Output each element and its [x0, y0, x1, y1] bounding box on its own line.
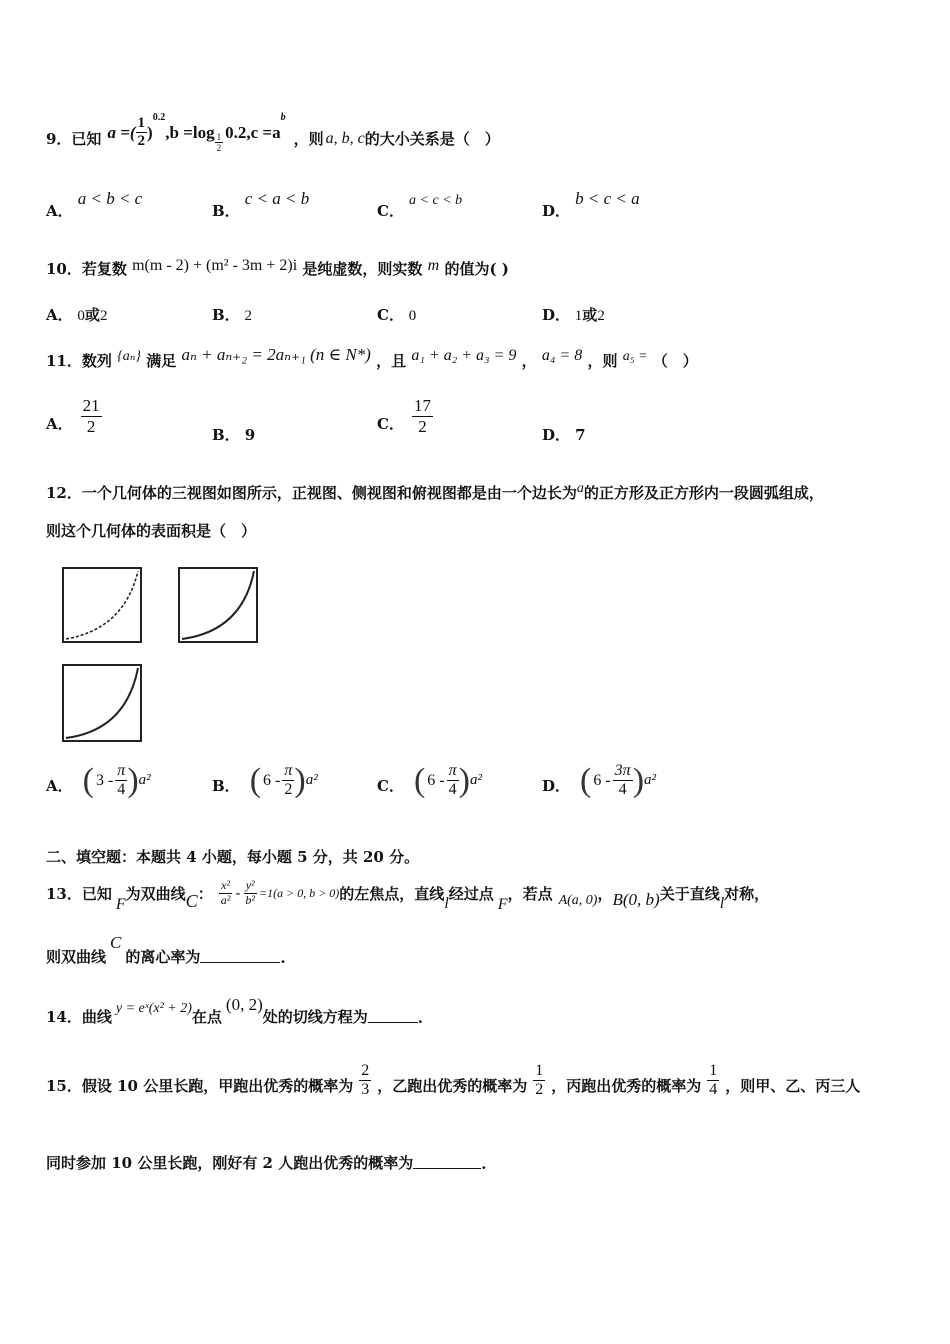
q15-end: .	[481, 1155, 487, 1173]
left-paren: (	[580, 761, 592, 799]
q9-option-a	[46, 188, 143, 220]
fraction-den: 3	[361, 1081, 370, 1099]
fraction-den: 2	[86, 416, 96, 436]
option-letter: A．	[46, 414, 73, 433]
option-text: a < b < c	[77, 189, 143, 208]
q9-exponent-b: b	[280, 112, 286, 123]
q15-t3: ，丙跑出优秀的概率为	[551, 1077, 702, 1096]
q14-t1: 在点	[191, 1008, 222, 1026]
q11-mid1: 满足	[146, 352, 177, 370]
q9-tail1: ，则	[293, 130, 324, 149]
q9-vars: a, b, c	[325, 129, 365, 147]
option-fraction	[447, 762, 459, 800]
q9-half-num: 1	[136, 115, 148, 133]
option-fraction	[115, 762, 127, 800]
option-letter: B．	[212, 306, 240, 324]
q13-F: F	[115, 896, 126, 913]
q13-B: B(0, b)	[612, 890, 660, 909]
q12-text-a: 12．一个几何体的三视图如图所示，正视图、侧视图和俯视图都是由一个边长为	[46, 484, 577, 502]
q15-line2	[46, 1152, 486, 1173]
fraction-num: 17	[413, 396, 431, 415]
q13-x-fraction	[219, 879, 233, 908]
fraction-num: 1	[707, 1062, 719, 1081]
left-paren: (	[249, 761, 262, 799]
option-text: 0	[77, 308, 85, 324]
right-paren: )	[127, 761, 139, 799]
option-text2: 2	[99, 308, 108, 324]
front-view-figure	[62, 567, 142, 643]
fraction-num: π	[447, 762, 459, 781]
option-fraction	[613, 762, 633, 800]
fraction-num: y²	[245, 877, 255, 892]
fraction-den: 2	[284, 781, 293, 799]
fraction-den: 4	[709, 1081, 718, 1099]
right-paren: )	[294, 761, 306, 799]
q10-line	[46, 254, 509, 278]
option-letter: D．	[542, 306, 571, 324]
q12-text-b: 的正方形及正方形内一段圆弧组成，	[583, 484, 824, 502]
q13-t3: 经过点	[448, 884, 494, 903]
q9-half-fraction	[136, 115, 148, 151]
q9-exponent: 0.2	[152, 112, 166, 123]
fraction-den: 4	[117, 781, 126, 799]
q9-log-base-num: 1	[216, 132, 222, 142]
q13-l: l	[444, 895, 449, 912]
option-letter: C．	[377, 306, 404, 324]
q13-line2a: 则双曲线	[46, 948, 107, 966]
q13-t5: 关于直线	[659, 884, 720, 903]
option-letter: A．	[46, 306, 73, 324]
q9-tail2: 的大小关系是（ ）	[364, 130, 500, 149]
option-letter: B．	[212, 202, 240, 220]
q13-F2: F	[497, 896, 508, 913]
option-text: 7	[575, 426, 586, 444]
q13-comma: ，	[597, 884, 613, 903]
option-sq: a²	[305, 772, 318, 789]
q12-option-c	[377, 762, 482, 800]
q10-expr: m(m - 2) + (m² - 3m + 2)i	[132, 257, 298, 274]
q13-line2b: 的离心率为	[125, 948, 201, 966]
q10-tail1: 是纯虚数，则实数	[302, 260, 423, 278]
q13-number: 13．已知	[46, 884, 112, 903]
option-text: b < c < a	[575, 189, 640, 208]
q9-close-paren: )	[147, 122, 153, 142]
q11-option-d	[542, 424, 586, 445]
option-sq: a²	[138, 772, 151, 789]
fraction-num: 3π	[613, 762, 633, 781]
option-whole: 6 -	[427, 771, 445, 789]
option-letter: C．	[377, 777, 404, 796]
fraction-num: 2	[359, 1062, 371, 1081]
fraction-den: 4	[448, 781, 457, 799]
fraction-num: 21	[82, 396, 100, 415]
side-view-figure	[178, 567, 258, 643]
fraction-num: π	[115, 762, 127, 781]
fraction-num: 1	[533, 1062, 545, 1081]
left-paren: (	[413, 761, 426, 799]
q13-line2	[46, 933, 286, 967]
q10-option-a	[46, 304, 107, 325]
q11-mid2: ，且	[376, 352, 407, 370]
q11-tail: （ ）	[652, 352, 698, 370]
q14-point: (0, 2)	[225, 995, 263, 1014]
q13-C2: C	[110, 933, 122, 952]
q15-line1	[46, 1062, 860, 1100]
q10-option-c	[377, 304, 416, 325]
q14-end: .	[417, 1009, 423, 1027]
q9-expr-a: a =(	[107, 122, 136, 142]
q15-line2-text: 同时参加 10 公里长跑，刚好有 2 人跑出优秀的概率为	[46, 1154, 414, 1172]
q11-option-a	[46, 396, 102, 436]
q10-number: 10．若复数	[46, 260, 127, 278]
q12-var: a	[576, 481, 584, 496]
option-text: 9	[244, 426, 256, 444]
q12-option-d	[542, 762, 656, 800]
q9-expr-b2: 0.2,c =a	[225, 122, 281, 142]
fraction-den: a²	[220, 892, 231, 907]
option-letter: A．	[46, 202, 73, 220]
right-paren: )	[632, 761, 645, 799]
q12-option-a	[46, 762, 151, 800]
q11-cond2: a₄ = 8	[541, 347, 583, 364]
option-sq: a²	[644, 772, 657, 789]
q15-t2: ，乙跑出优秀的概率为	[377, 1077, 528, 1096]
q15-p3	[707, 1062, 719, 1100]
option-letter: D．	[542, 777, 571, 796]
q13-line1	[46, 872, 769, 914]
q10-option-b	[212, 304, 252, 325]
q15-t4: ，则甲、乙、丙三人	[725, 1077, 861, 1096]
q11-option-b	[212, 424, 255, 445]
fraction-den: 2	[418, 416, 427, 436]
q9-line	[46, 112, 500, 154]
option-sq: a²	[469, 772, 482, 789]
q9-expr-b: ,b =log	[165, 122, 215, 142]
option-letter: C．	[377, 202, 404, 220]
q14-t2: 处的切线方程为	[262, 1008, 368, 1026]
q9-half-den: 2	[137, 133, 146, 150]
q9-log-base	[215, 132, 224, 154]
q13-t4: ，若点	[507, 884, 553, 903]
q14-number: 14．曲线	[46, 1008, 112, 1026]
q11-mid3: ，则	[587, 352, 618, 370]
q15-t1: 15．假设 10 公里长跑，甲跑出优秀的概率为	[46, 1077, 354, 1096]
option-letter: A．	[46, 777, 73, 796]
q9-option-d	[542, 188, 640, 220]
q10-var: m	[427, 257, 440, 274]
q13-C: C	[185, 890, 198, 911]
q13-l2: l	[719, 895, 725, 912]
option-text: 0	[408, 308, 417, 324]
q14-answer-blank[interactable]	[368, 1010, 418, 1023]
q13-A: A(a, 0)	[558, 893, 598, 908]
top-view-arc	[64, 666, 140, 740]
option-text: a < c < b	[409, 193, 463, 208]
option-letter: C．	[377, 414, 404, 433]
option-text: c < a < b	[244, 189, 310, 208]
q13-colon: ：	[197, 884, 213, 903]
q14-expr: y = eˣ(x² + 2)	[115, 1001, 192, 1016]
front-view-arc	[64, 569, 140, 641]
q10-tail2: 的值为( )	[444, 260, 509, 278]
right-paren: )	[458, 761, 470, 799]
q13-t1: 为双曲线	[125, 884, 186, 903]
fraction-num: x²	[221, 877, 230, 892]
left-paren: (	[82, 761, 94, 799]
option-letter: B．	[212, 426, 240, 444]
q12-line2: 则这个几何体的表面积是（ ）	[46, 522, 257, 540]
q11-relation: aₙ + aₙ₊₂ = 2aₙ₊₁ (n ∈ N*)	[181, 345, 371, 364]
q13-answer-blank[interactable]	[200, 950, 280, 963]
fraction-den: 4	[618, 781, 627, 799]
side-view-arc	[180, 569, 256, 641]
option-whole: 3 -	[95, 771, 114, 789]
section-heading: 二、填空题：本题共 4 小题，每小题 5 分，共 20 分。	[46, 848, 420, 866]
q15-p2	[533, 1062, 545, 1100]
q9-log-base-den: 2	[216, 143, 222, 154]
q11-number: 11．数列	[46, 352, 112, 370]
q13-y-fraction	[243, 879, 257, 908]
q10-option-d	[542, 304, 605, 325]
option-whole: 6 -	[593, 771, 611, 789]
option-fraction	[81, 396, 102, 436]
q11-cond1: a₁ + a₂ + a₃ = 9	[411, 347, 517, 364]
option-text: 1	[574, 308, 583, 324]
q14-line	[46, 995, 423, 1027]
q15-p1	[359, 1062, 371, 1100]
q13-eq: =1(a > 0, b > 0)	[259, 885, 340, 900]
q13-minus: -	[235, 884, 241, 902]
q11-target: a₅ =	[622, 349, 648, 364]
q11-line	[46, 344, 698, 370]
q12-option-b	[212, 762, 318, 800]
fraction-den: 2	[535, 1081, 544, 1099]
q11-comma: ，	[521, 352, 537, 370]
q9-number: 9．已知	[46, 130, 102, 149]
q9-option-b	[212, 188, 310, 220]
option-whole: 6 -	[263, 771, 281, 789]
q11-option-c	[377, 396, 433, 436]
option-letter: D．	[542, 202, 571, 220]
option-extra: 或	[84, 306, 100, 324]
option-letter: D．	[542, 426, 571, 444]
option-text2: 2	[597, 308, 605, 324]
q15-answer-blank[interactable]	[413, 1156, 481, 1169]
fraction-den: b²	[245, 892, 255, 907]
q9-formula	[107, 112, 285, 154]
option-fraction	[282, 762, 294, 800]
option-fraction	[412, 396, 433, 436]
top-view-figure	[62, 664, 142, 742]
q9-option-c	[377, 188, 463, 220]
option-text: 2	[244, 308, 252, 324]
q11-seq: {aₙ}	[117, 349, 141, 364]
option-extra: 或	[582, 306, 598, 324]
q13-t2: 的左焦点，直线	[339, 884, 445, 903]
q13-t6: 对称，	[724, 884, 770, 903]
q12-line1	[46, 482, 824, 503]
q13-end: .	[280, 949, 286, 967]
fraction-num: π	[282, 762, 294, 781]
option-letter: B．	[212, 777, 240, 796]
